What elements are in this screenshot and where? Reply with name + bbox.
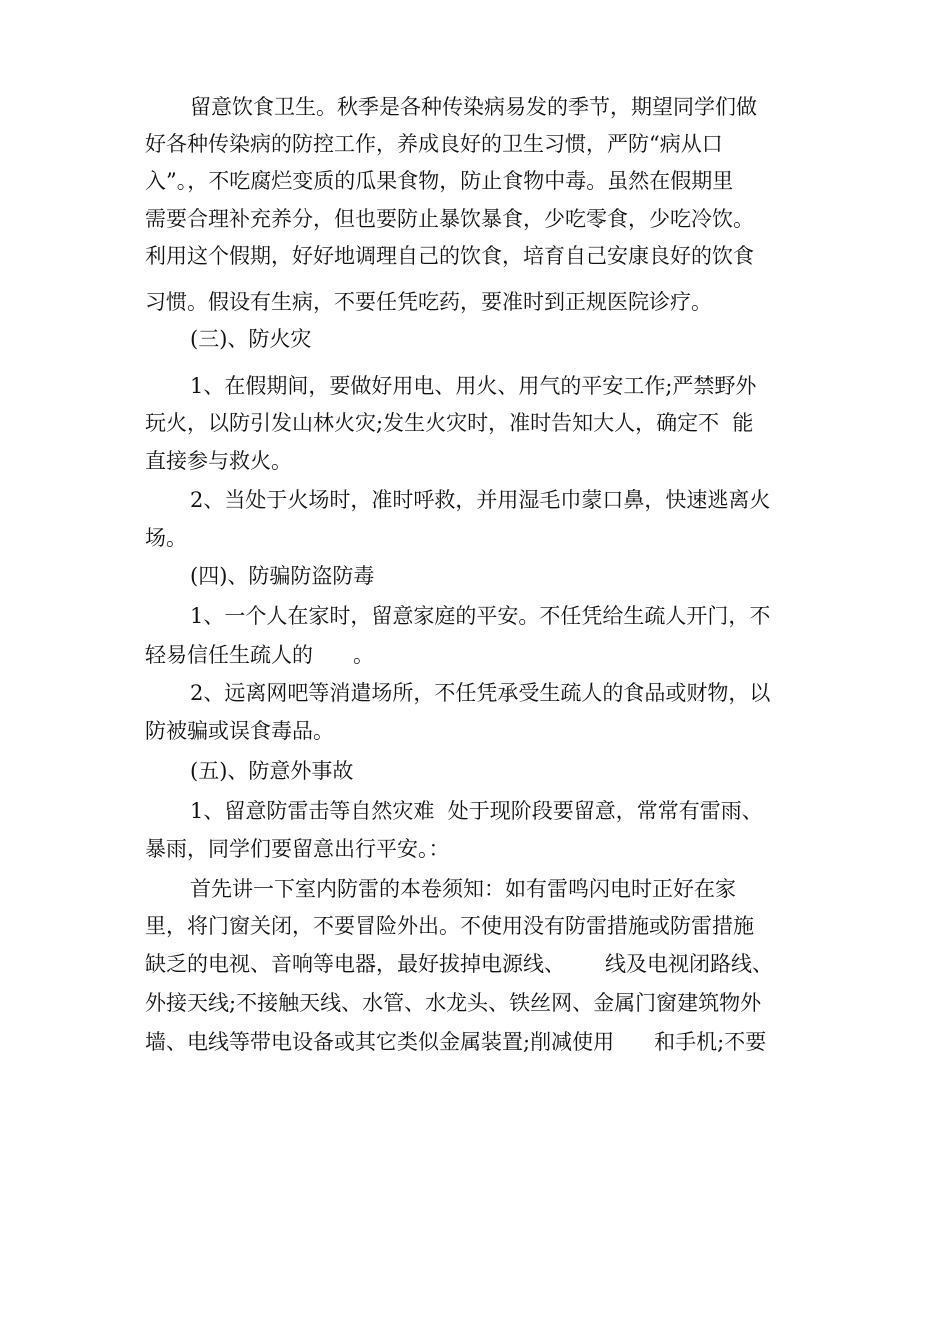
paragraph-line: 好各种传染病的防控工作，养成良好的卫生习惯，严防“病从口 (145, 132, 723, 156)
section-heading: (四)、防骗防盗防毒 (190, 564, 375, 588)
paragraph-line: 防被骗或误食毒品。 (145, 719, 334, 743)
paragraph-line: 外接天线;不接触天线、水管、水龙头、铁丝网、金属门窗建筑物外 (145, 991, 762, 1015)
paragraph-line: 1、在假期间，要做好用电、用火、用气的平安工作;严禁野外 (190, 374, 757, 398)
paragraph-line: 场。 (145, 526, 187, 550)
paragraph-line: 玩火，以防引发山林火灾;发生火灾时，准时告知大人，确定不 能 (145, 411, 754, 435)
paragraph-line: 首先讲一下室内防雷的本卷须知：如有雷鸣闪电时正好在家 (190, 877, 736, 901)
paragraph-line: 留意饮食卫生。秋季是各种传染病易发的季节，期望同学们做 (190, 95, 757, 119)
paragraph-line: 2、当处于火场时，准时呼救，并用湿毛巾蒙口鼻，快速逃离火 (190, 488, 771, 512)
paragraph-line: 习惯。假设有生病，不要任凭吃药，要准时到正规医院诊疗。 (145, 290, 712, 314)
section-heading: (五)、防意外事故 (190, 759, 354, 783)
paragraph-line: 暴雨，同学们要留意出行平安。： (145, 837, 450, 861)
paragraph-line: 轻易信任生疏人的 。 (145, 643, 375, 667)
paragraph-line: 1、留意防雷击等自然灾难 处于现阶段要留意，常常有雷雨、 (190, 799, 763, 823)
paragraph-line: 1、一个人在家时，留意家庭的平安。不任凭给生疏人开门，不 (190, 604, 771, 628)
paragraph-line: 利用这个假期，好好地调理自己的饮食，培育自己安康良好的饮食 (145, 244, 754, 268)
paragraph-line: 需要合理补充养分，但也要防止暴饮暴食，少吃零食，少吃冷饮。 (145, 207, 754, 231)
paragraph-line: 墙、电线等带电设备或其它类似金属装置;削减使用 和手机;不要 (145, 1030, 767, 1054)
paragraph-line: 入”。，不吃腐烂变质的瓜果食物，防止食物中毒。虽然在假期里 (145, 169, 734, 193)
paragraph-line: 缺乏的电视、音响等电器，最好拔掉电源线、 线及电视闭路线、 (145, 952, 774, 976)
paragraph-line: 直接参与救火。 (145, 449, 292, 473)
paragraph-line: 2、远离网吧等消遣场所，不任凭承受生疏人的食品或财物，以 (190, 681, 771, 705)
paragraph-line: 里，将门窗关闭，不要冒险外出。不使用没有防雷措施或防雷措施 (145, 914, 754, 938)
section-heading: (三)、防火灾 (190, 327, 312, 351)
